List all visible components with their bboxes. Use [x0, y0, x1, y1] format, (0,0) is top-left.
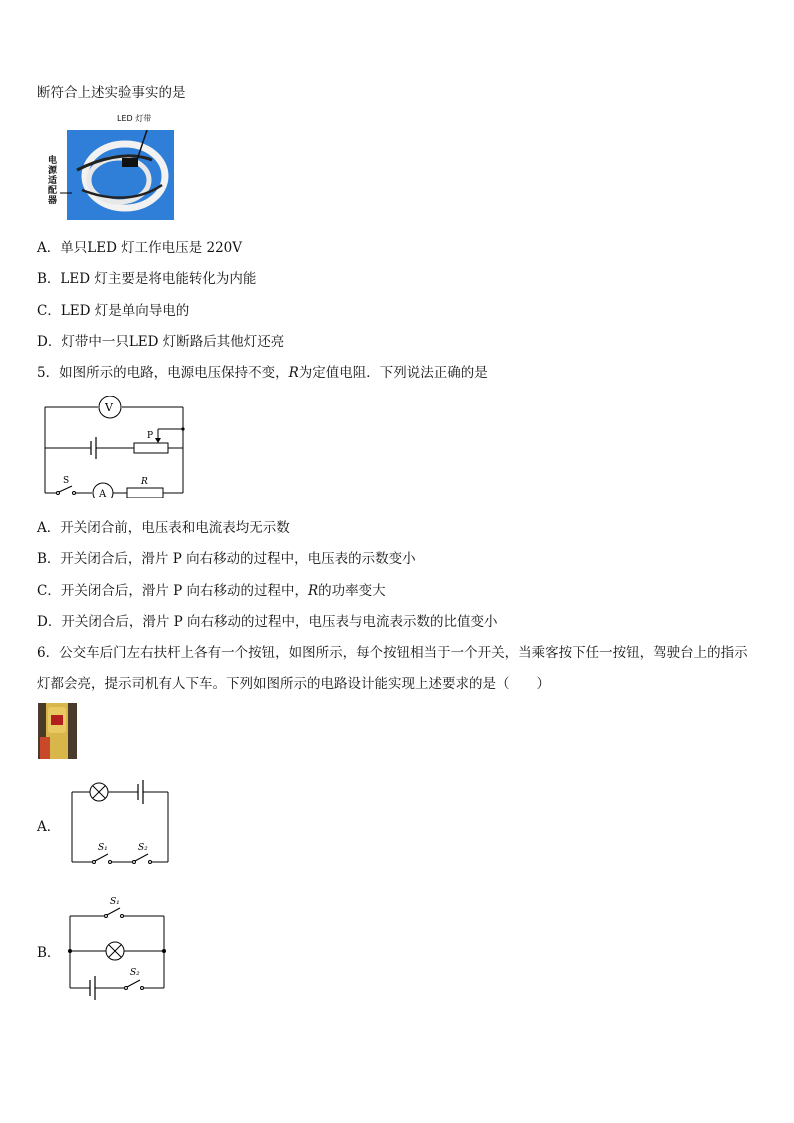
q5-option-c	[37, 582, 386, 600]
q6-option-a-circuit	[66, 776, 174, 872]
q5-stem-var: R	[288, 365, 299, 381]
q5-option-d-text: D．开关闭合后，滑片 P 向右移动的过程中，电压表与电流表示数的比值变小	[37, 614, 498, 630]
slider-label: P	[147, 431, 154, 441]
power-adapter-label: 电源适配器	[48, 156, 58, 206]
q6-option-a-letter: A．	[37, 819, 61, 835]
q5-option-a-text: A．开关闭合前，电压表和电流表均无示数	[37, 520, 290, 536]
q5-stem-post: 为定值电阻．下列说法正确的是	[298, 365, 488, 381]
led-strip-label: LED 灯带	[117, 114, 152, 123]
bus-button-photo	[38, 703, 77, 759]
q5-option-c-var: R	[308, 583, 319, 599]
q6-option-b-letter: B．	[37, 945, 61, 961]
q6b-switch2-label: S₂	[130, 968, 140, 978]
question-6-stem: 6．公交车后门左右扶杆上各有一个按钮，如图所示，每个按钮相当于一个开关，当乘客按下任一按钮，驾驶台上的指示灯都会亮，提示司机有人下车。下列如图所示的电路设计能实现上述要求的是（ ）	[37, 645, 748, 692]
question-4-stem-end: 断符合上述实验事实的是	[37, 85, 186, 101]
q4-option-b: B．LED 灯主要是将电能转化为内能	[37, 271, 257, 287]
ammeter-label: A	[99, 489, 107, 498]
q6a-switch1-label: S₁	[98, 843, 108, 853]
resistor-label: R	[141, 477, 148, 487]
q4-option-c: C．LED 灯是单向导电的	[37, 303, 190, 319]
q5-option-a	[37, 519, 290, 537]
adapter-pointer	[60, 180, 72, 199]
led-strip-photo	[67, 130, 174, 220]
q5-option-b-text: B．开关闭合后，滑片 P 向右移动的过程中，电压表的示数变小	[37, 551, 416, 567]
q5-circuit-diagram	[38, 396, 188, 502]
question-5-stem	[37, 364, 488, 382]
q6-option-b-circuit	[64, 892, 172, 1006]
q5-option-b	[37, 550, 416, 568]
q5-option-c-post: 的功率变大	[318, 583, 386, 599]
q6b-switch1-label: S₁	[110, 897, 120, 907]
voltmeter-label: V	[105, 401, 113, 414]
q4-option-a: A．单只LED 灯工作电压是 220V	[37, 240, 242, 256]
q6a-switch2-label: S₂	[138, 843, 148, 853]
q5-stem-pre: 5．如图所示的电路，电源电压保持不变，	[37, 365, 289, 381]
switch-label: S	[63, 476, 70, 486]
q4-option-d: D．灯带中一只LED 灯断路后其他灯还亮	[37, 334, 285, 350]
q5-option-c-pre: C．开关闭合后，滑片 P 向右移动的过程中，	[37, 583, 308, 599]
q5-option-d	[37, 613, 498, 631]
